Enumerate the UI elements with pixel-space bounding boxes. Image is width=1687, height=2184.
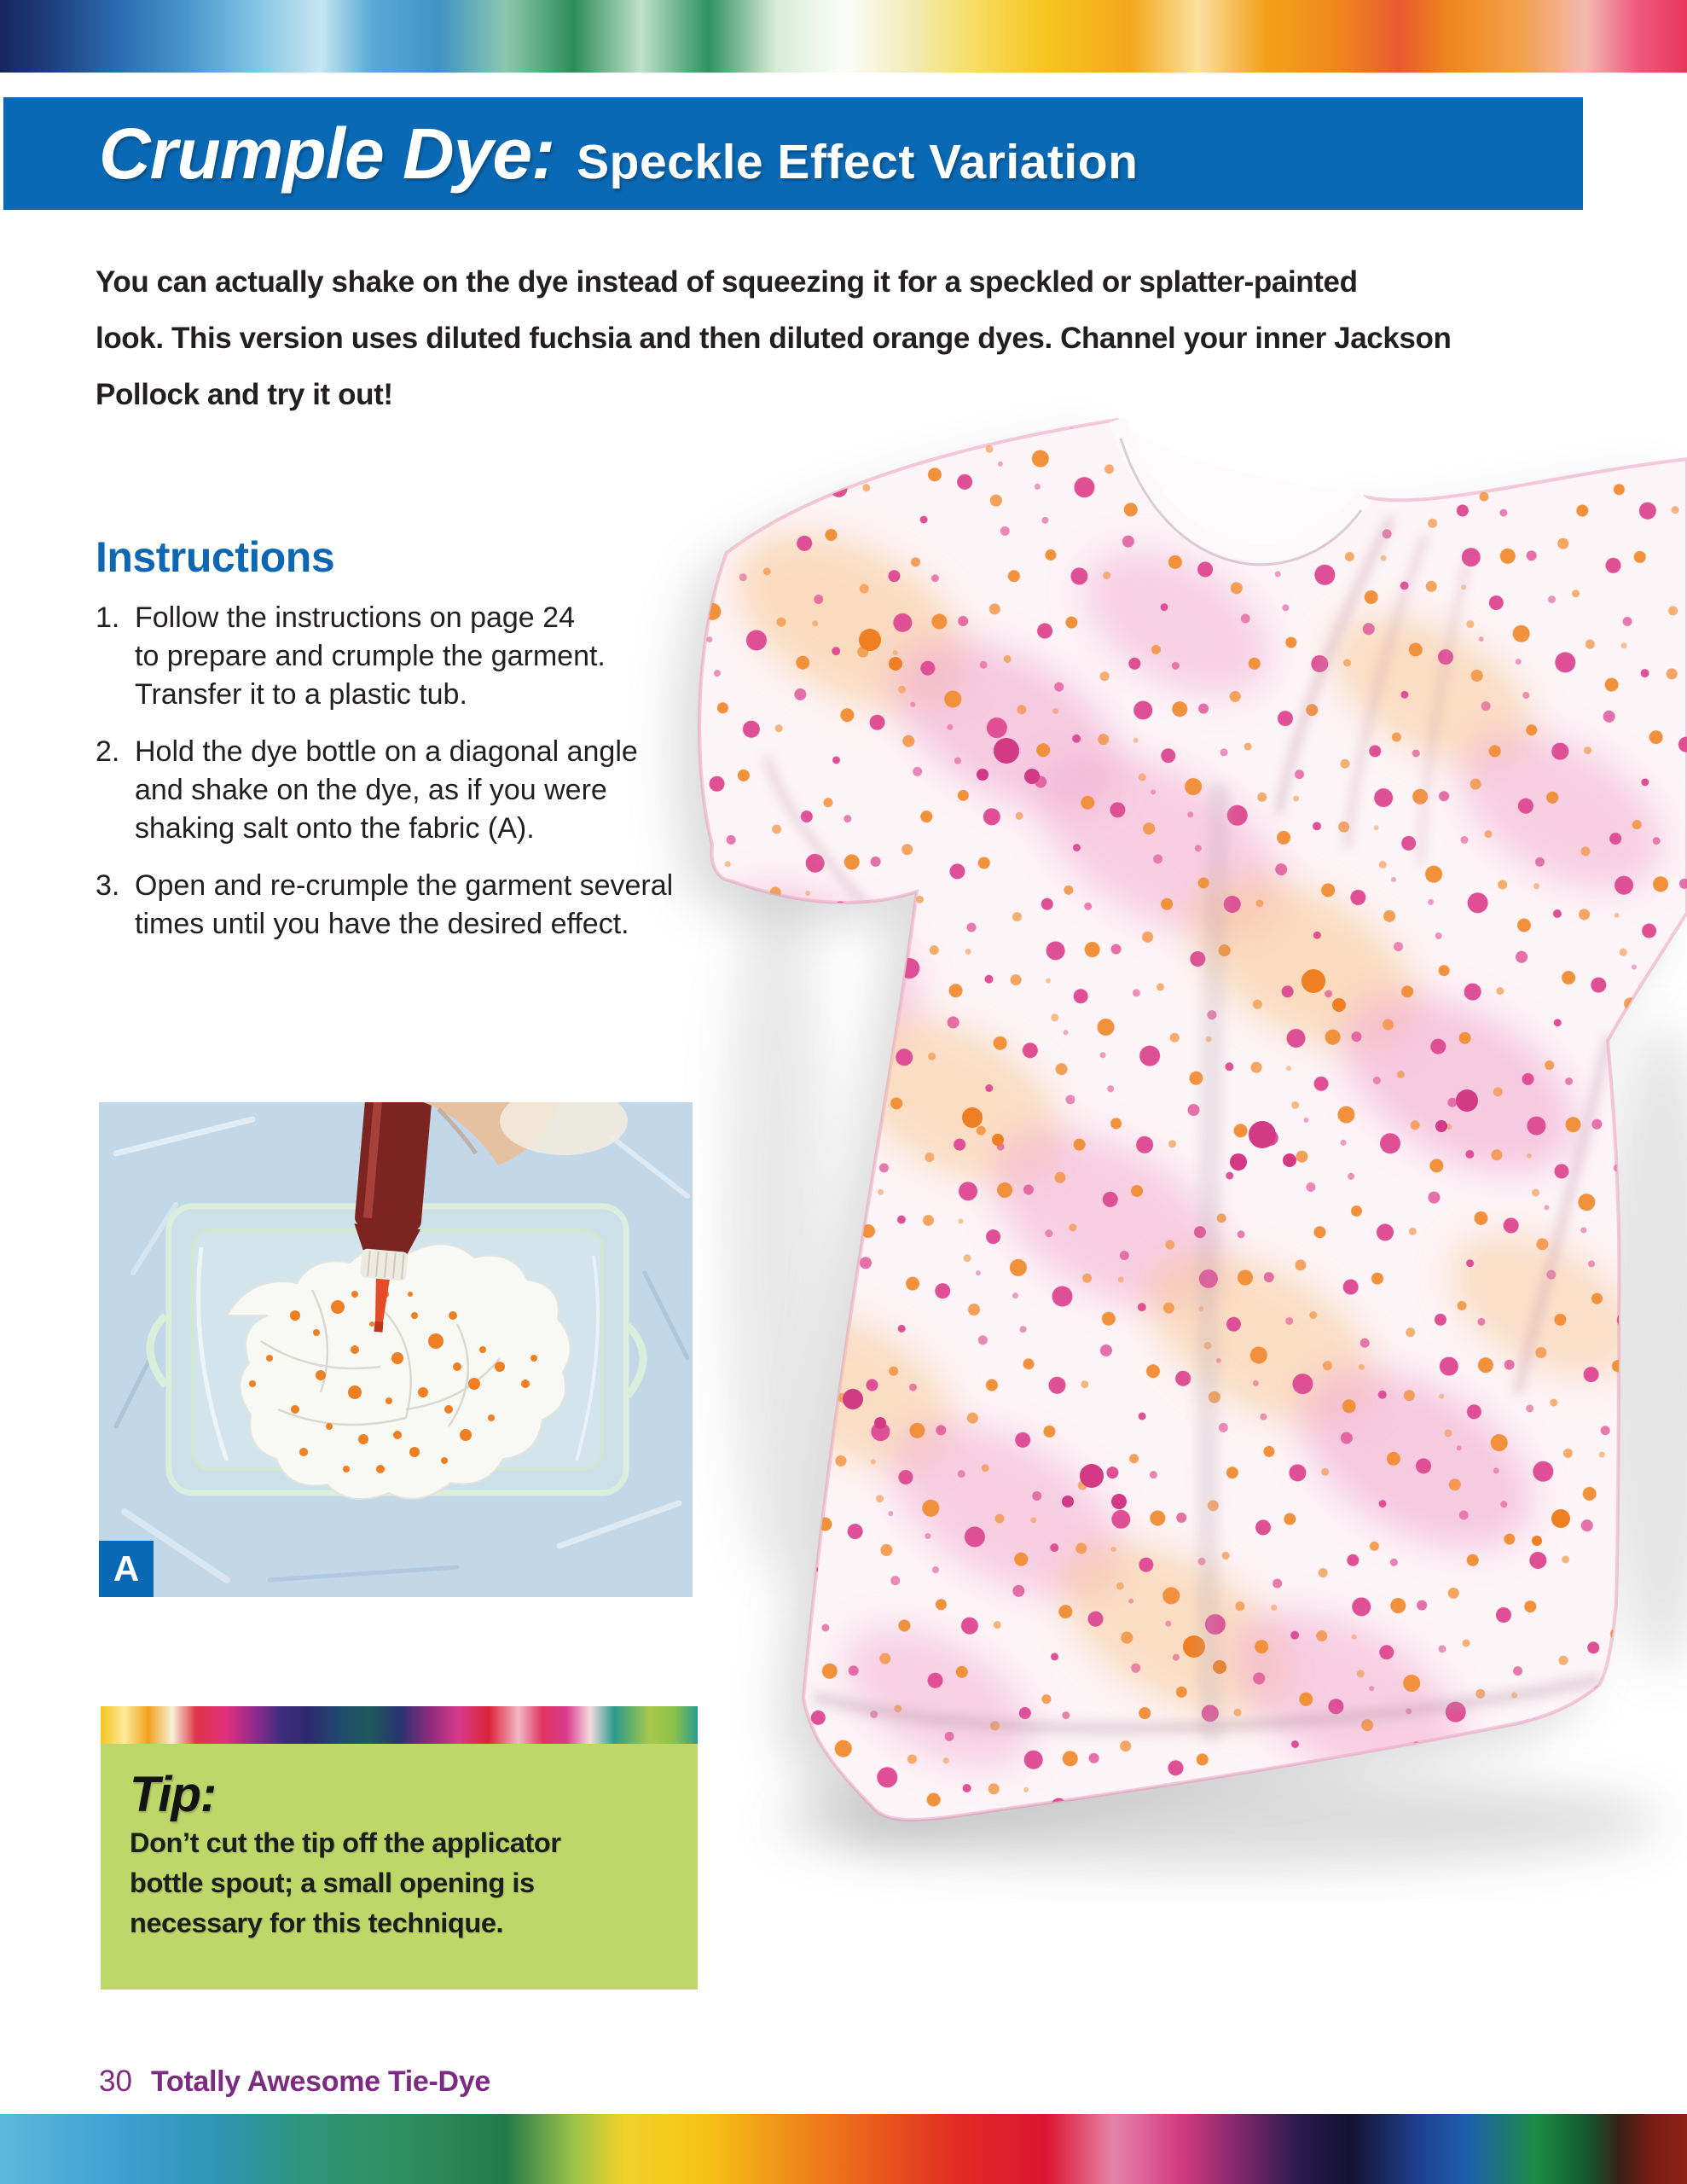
book-title: Totally Awesome Tie-Dye <box>150 2065 491 2098</box>
step-line: times until you have the desired effect. <box>135 908 629 940</box>
step-line: Hold the dye bottle on a diagonal angle <box>135 735 638 768</box>
instructions-heading: Instructions <box>96 533 335 581</box>
tip-heading: Tip: <box>130 1767 217 1822</box>
step-line: and shake on the dye, as if you were <box>135 774 607 806</box>
bottom-tie-dye-border <box>0 2114 1687 2184</box>
tip-line: bottle spout; a small opening is <box>130 1867 535 1898</box>
tshirt-photo <box>409 367 1687 1902</box>
step-number: 3. <box>96 869 120 902</box>
tip-body <box>101 1744 698 1989</box>
step-line: to prepare and crumple the garment. <box>135 640 606 672</box>
intro-line: You can actually shake on the dye instead of squeezing it for a speckled or splatter-painted <box>96 265 1358 299</box>
page-footer <box>99 2065 490 2099</box>
top-tie-dye-border <box>0 0 1687 73</box>
page-title-subtitle: Speckle Effect Variation <box>577 135 1139 189</box>
intro-line: Pollock and try it out! <box>96 378 393 411</box>
step-line: Follow the instructions on page 24 <box>135 601 575 634</box>
photo-label: A <box>113 1548 140 1589</box>
page-number: 30 <box>99 2065 132 2098</box>
page-title-script: Crumple Dye: <box>99 113 555 194</box>
dye-speckles <box>699 420 1687 1820</box>
tip-line: necessary for this technique. <box>130 1908 504 1938</box>
step-number: 1. <box>96 601 120 634</box>
intro-line: look. This version uses diluted fuchsia and then diluted orange dyes. Channel your inner Jackson <box>96 322 1452 355</box>
photo-label-badge <box>99 1541 154 1597</box>
tip-line: Don’t cut the tip off the applicator <box>130 1827 561 1858</box>
step-line: shaking salt onto the fabric (A). <box>135 812 535 845</box>
step-line: Open and re-crumple the garment several <box>135 869 674 902</box>
tip-tie-dye-strip <box>101 1706 698 1744</box>
step-line: Transfer it to a plastic tub. <box>135 678 467 711</box>
title-banner <box>3 97 1583 210</box>
tip-box <box>101 1706 698 1989</box>
step-number: 2. <box>96 735 120 768</box>
